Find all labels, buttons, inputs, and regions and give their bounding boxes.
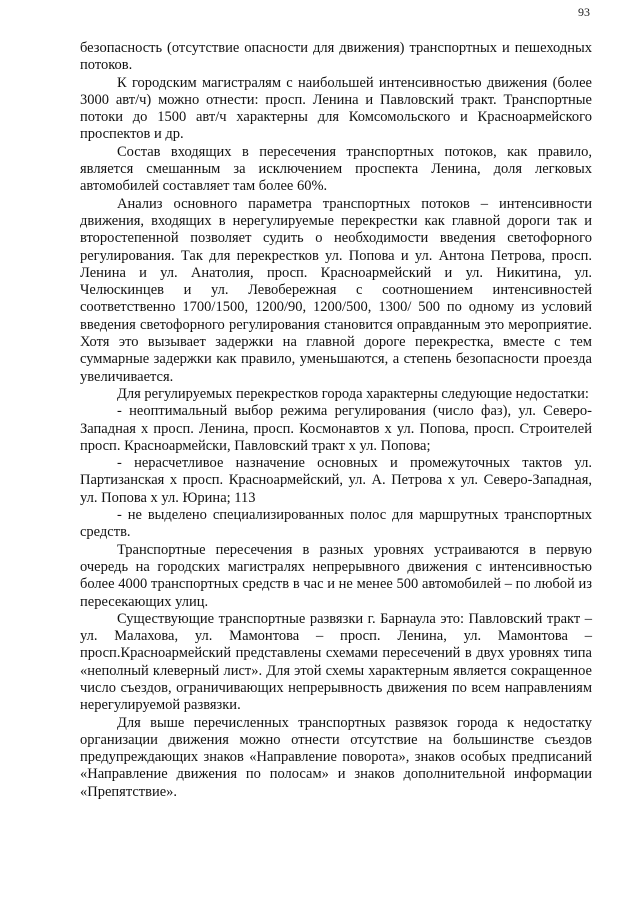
list-item-2: - нерасчетливое назначение основных и промежуточных тактов ул. Партизанская х просп. Красноармейский, ул. А. Петрова х ул. Северо-Западная, ул. Попова х ул. Юрина; 113 <box>80 455 592 506</box>
list-item-3: - не выделено специализированных полос для маршрутных транспортных средств. <box>80 507 592 541</box>
paragraph-6: Транспортные пересечения в разных уровнях устраиваются в первую очередь на городских магистралях непрерывного движения с интенсивностью более 4000 транспортных средств в час и не менее 500 автомобилей – по любой из пересекающих улиц. <box>80 541 592 610</box>
paragraph-3: Состав входящих в пересечения транспортных потоков, как правило, является смешанным за исключением проспекта Ленина, доля легковых автомобилей составляет там более 60%. <box>80 143 592 195</box>
page-number: 93 <box>578 5 590 19</box>
paragraph-2: К городским магистралям с наибольшей интенсивностью движения (более 3000 авт/ч) можно отнести: просп. Ленина и Павловский тракт. Транспортные потоки до 1500 авт/ч характерны для Комсомольского и Красноармейского проспектов и др. <box>80 74 592 143</box>
list-item-1: - неоптимальный выбор режима регулирования (число фаз), ул. Северо-Западная х просп. Ленина, просп. Космонавтов х ул. Попова, просп. Строителей просп. Красноармейски, Павловский тракт х ул. Попова; <box>80 403 592 454</box>
paragraph-1: безопасность (отсутствие опасности для движения) транспортных и пешеходных потоков. <box>80 40 592 74</box>
paragraph-8: Для выше перечисленных транспортных развязок города к недостатку организации движения можно отнести отсутствие на большинстве съездов предупреждающих знаков «Направление поворота», знаков особых предписаний «Направление движения по полосам» и знаков дополнительной информации «Препятствие». <box>80 714 592 800</box>
body-text <box>80 40 592 801</box>
paragraph-4: Анализ основного параметра транспортных потоков – интенсивности движения, входящих в нерегулируемые перекрестки как главной дороги так и второстепенной позволяет судить о необходимости введения светофорного регулирования. Так для перекрестков ул. Попова и ул. Антона Петрова, просп. Ленина и ул. Анатолия, просп. Красноармейский и ул. Никитина, ул. Челюскинцев и ул. Левобережная с соотношением интенсивностей соответственно 1700/1500, 1200/90, 1200/500, 1300/ 500 по одному из условий введения светофорного регулирования становится оправданным это мероприятие. Хотя это вызывает задержки на главной дороге перекрестка, вместе с тем суммарные задержки как правило, уменьшаются, а степень безопасности проезда увеличивается. <box>80 195 592 385</box>
paragraph-7: Существующие транспортные развязки г. Барнаула это: Павловский тракт – ул. Малахова, ул. Мамонтова – просп. Ленина, ул. Мамонтова – просп.Красноармейский представлены схемами пересечений в двух уровнях типа «неполный клеверный лист». Для этой схемы характерным является сокращенное число съездов, ограничивающих непрерывность движения по всем направлениям нерегулируемой развязки. <box>80 610 592 714</box>
paragraph-5: Для регулируемых перекрестков города характерны следующие недостатки: <box>117 385 589 402</box>
